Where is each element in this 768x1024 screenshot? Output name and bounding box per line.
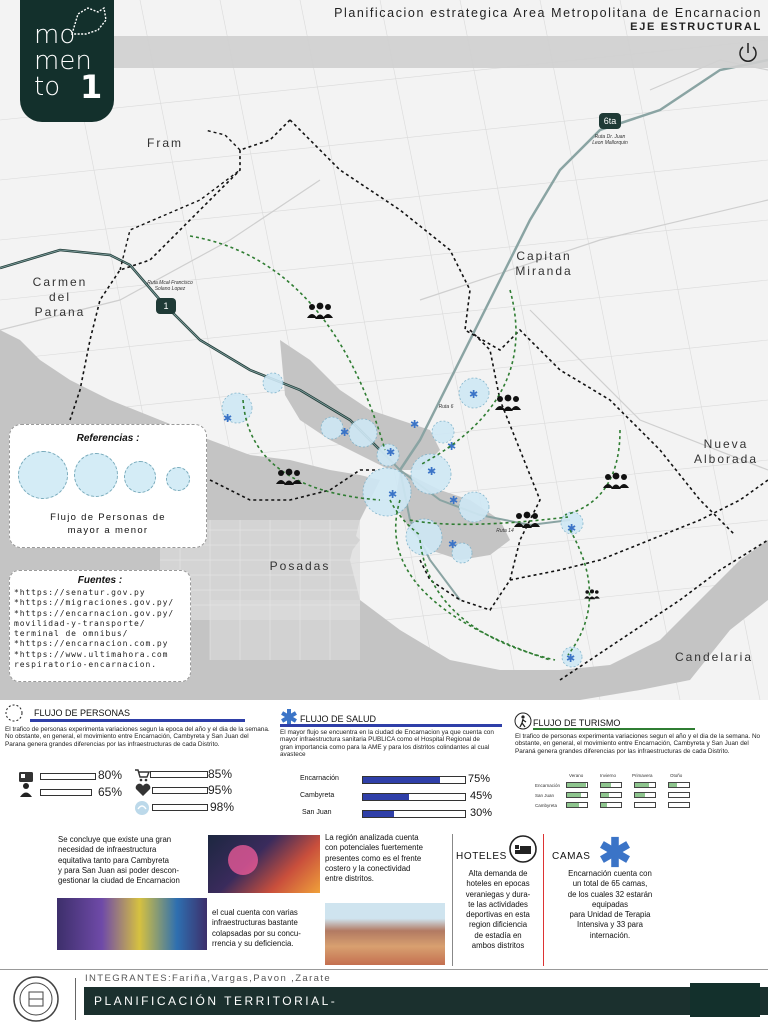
svg-text:✱: ✱ [449, 494, 459, 507]
place-line: Capitan [516, 249, 572, 263]
turismo-cell [668, 802, 690, 808]
conclusion-line: entre distritos. [325, 874, 374, 884]
place-line: del [48, 290, 71, 304]
source-link[interactable]: terminal de omnibus/ [14, 629, 129, 639]
source-link[interactable]: respiratorio-encarnacion. [14, 660, 157, 670]
conclusion-line: equitativa tanto para Cambyreta [58, 855, 169, 865]
turismo-cell [634, 782, 656, 788]
conclusion-3 [212, 908, 327, 949]
turismo-col: Verano [569, 773, 584, 778]
footer-rule [0, 969, 768, 970]
integrantes: INTEGRANTES:Fariña,Vargas,Pavon ,Zarate [85, 973, 332, 984]
place-fram: Fram [147, 136, 183, 150]
dashed-circle-icon [4, 703, 24, 723]
salud-row-label: San Juan [302, 809, 332, 816]
badge-line-3: to [34, 72, 61, 102]
region-outline-icon [68, 4, 108, 40]
turismo-cell [668, 782, 690, 788]
turismo-underline [533, 728, 695, 730]
camas-line: internación. [589, 930, 631, 940]
hoteles-text [452, 869, 544, 951]
svg-text:✱: ✱ [410, 418, 420, 431]
route-1-label [140, 280, 200, 292]
svg-text:✱: ✱ [447, 440, 457, 453]
hoteles-line: deportivas en esta [466, 910, 530, 920]
camas-line: Intensiva y 33 para [577, 920, 643, 930]
beach-icon [134, 800, 150, 816]
svg-text:✱: ✱ [566, 652, 576, 665]
salud-underline [280, 724, 502, 727]
hoteles-title: HOTELES [456, 851, 507, 862]
reference-circle-s [166, 467, 190, 491]
hoteles-line: te las actividades [468, 899, 528, 909]
turismo-row-label: Cambyreta [535, 803, 558, 808]
hiker-icon [514, 712, 532, 730]
personas-value-4: 95% [208, 783, 233, 797]
turismo-title: FLUJO DE TURISMO [533, 718, 621, 728]
camas-divider [543, 834, 544, 966]
turismo-cell-fill [635, 783, 649, 787]
turismo-cell [600, 802, 622, 808]
conclusion-line: gestionar la ciudad de Encarnacion [58, 876, 180, 886]
route-label-line: Leon Mallorquin [592, 140, 628, 146]
references-text-line: Flujo de Personas de [50, 512, 166, 523]
conclusion-line: rrencia y su deficiencia. [212, 938, 294, 948]
personas-bar-4 [152, 787, 208, 794]
place-line: Parana [34, 305, 86, 319]
place-line: Alborada [693, 452, 759, 466]
turismo-col: Otoño [670, 773, 683, 778]
hotel-bed-icon [508, 834, 538, 864]
sources-title: Fuentes : [77, 575, 123, 586]
references-text-line: mayor a menor [67, 525, 149, 536]
hoteles-line: ambos distritos [471, 941, 525, 951]
conclusion-line: con potenciales fuertemente [325, 843, 423, 853]
source-link[interactable]: *https://encarnacion.gov.py/ [14, 608, 175, 618]
personas-value-2: 65% [98, 785, 123, 799]
conclusion-1 [58, 835, 208, 886]
turismo-cell [566, 802, 588, 808]
svg-text:✱: ✱ [567, 522, 577, 535]
turismo-cell-fill [567, 793, 581, 797]
camas-line: equipadas [592, 899, 628, 909]
salud-row-label: Cambyreta [300, 792, 335, 799]
salud-value: 30% [470, 807, 493, 819]
place-line: Nueva [703, 437, 749, 451]
carnival-night-photo [208, 835, 320, 893]
footer-dark-block [690, 983, 760, 1017]
svg-text:✱: ✱ [388, 488, 398, 501]
route-6-small-label: Ruta 6 [438, 404, 454, 410]
camas-text [550, 869, 670, 941]
references-box [9, 424, 207, 548]
salud-bar-fill [363, 794, 409, 800]
sources-box [9, 570, 191, 682]
turismo-cell-fill [567, 803, 579, 807]
place-candelaria: Candelaria [674, 650, 754, 664]
conclusion-line: infraestructuras bastante [212, 918, 298, 928]
turismo-cell-fill [601, 793, 609, 797]
star-of-life-icon [598, 835, 632, 869]
turismo-cell-fill [567, 783, 586, 787]
source-link[interactable]: *https://encarnacion.com.py [14, 639, 169, 649]
route-label-line: Solano Lopez [154, 286, 186, 292]
course-bar [84, 987, 768, 1015]
route-6-badge: 6ta [599, 113, 621, 129]
svg-text:✱: ✱ [427, 465, 437, 478]
turismo-cell [634, 802, 656, 808]
course-title: PLANIFICACIÓN TERRITORIAL- [94, 994, 338, 1008]
conclusion-line: Se concluye que existe una gran [58, 835, 172, 844]
place-nueva-alborada [685, 437, 767, 467]
footer-divider [75, 978, 76, 1020]
conclusion-line: el cual cuenta con varias [212, 908, 298, 917]
source-link[interactable]: movilidad-y-transporte/ [14, 618, 146, 628]
svg-text:✱: ✱ [469, 388, 479, 401]
svg-text:✱: ✱ [340, 426, 350, 439]
university-seal-icon [12, 975, 60, 1023]
turismo-cell [668, 792, 690, 798]
place-line: Carmen [32, 275, 88, 289]
route-label-line: Ruta Mcal Francisco [147, 280, 193, 286]
salud-bar [362, 793, 466, 801]
personas-value-3: 85% [208, 767, 233, 781]
hoteles-line: Alta demanda de [468, 869, 528, 878]
heart-icon [134, 783, 152, 797]
personas-bar-3 [150, 771, 208, 778]
turismo-cell [566, 782, 588, 788]
salud-bar [362, 776, 466, 784]
salud-value: 45% [470, 790, 493, 802]
svg-text:✱: ✱ [386, 446, 396, 459]
reference-circle-l [74, 453, 118, 497]
personas-bar-5 [152, 804, 208, 811]
route-14-small-label: Ruta 14 [496, 528, 514, 534]
camas-line: de los cuales 32 estarán [567, 889, 653, 899]
power-icon[interactable] [736, 41, 760, 65]
personas-text: El trafico de personas experimenta variaciones segun la epoca del año y el dia de la semana. No obstante, en general, el movimiento entre Encarnación, Cambyreta y San Juan del Parana genera grandes diferencias por las infraestructuras de cada Distrito. [5, 726, 270, 748]
header-bar [110, 36, 768, 68]
salud-bar-fill [363, 777, 440, 783]
place-capitan-miranda [504, 249, 584, 279]
turismo-col: Invierno [600, 773, 617, 778]
salud-value: 75% [468, 773, 491, 785]
turismo-cell-fill [601, 803, 607, 807]
personas-bar-1 [40, 773, 96, 780]
salud-row-label: Encarnación [300, 775, 339, 782]
hoteles-line: region dificiencia [468, 920, 528, 930]
person-icon [18, 782, 34, 798]
badge-line-2: men [34, 46, 92, 76]
conclusion-line: necesidad de infraestructura [58, 845, 157, 855]
turismo-cell-fill [669, 783, 677, 787]
turismo-col: Primavera [632, 773, 653, 778]
personas-value-1: 80% [98, 768, 123, 782]
conclusion-2 [325, 833, 445, 884]
personas-bar-2 [40, 789, 92, 796]
personas-underline [30, 719, 245, 722]
route-label-line: Ruta Dr. Juan [594, 134, 626, 140]
salud-title: FLUJO DE SALUD [300, 714, 377, 724]
badge-line-1: mo [34, 20, 76, 50]
references-text [10, 511, 206, 537]
reference-circle-xl [18, 451, 68, 499]
hoteles-line: veraniegas y dura- [465, 889, 531, 899]
conclusion-line: presentes como es el frente [325, 853, 422, 863]
badge-line-4: 1 [80, 68, 103, 106]
personas-value-5: 98% [210, 800, 235, 814]
place-line: Miranda [515, 264, 573, 278]
salud-text: El mayor flujo se encuentra en la ciudad de Encarnacion ya que cuenta con mayor infraestructura sanitaria PUBLICA como el Hospital Regional de gran importancia como para la AME y para los distritos colindantes al cual avastece [280, 729, 494, 759]
salud-bar-fill [363, 811, 394, 817]
page-subtitle: EJE ESTRUCTURAL [630, 21, 762, 33]
camas-line: un total de 65 camas, [572, 879, 648, 889]
salud-bar [362, 810, 466, 818]
source-link[interactable]: *https://senatur.gov.py [14, 588, 146, 597]
hoteles-line: de estadía en [474, 930, 522, 940]
hoteles-line: hoteles en epocas [466, 879, 530, 889]
svg-text:✱: ✱ [223, 412, 233, 425]
source-link[interactable]: *https://www.ultimahora.com [14, 649, 169, 659]
turismo-row-label: San Juan [535, 793, 555, 798]
camas-line: para Unidad de Terapia [569, 910, 651, 920]
turismo-row-label: Encarnación [535, 783, 561, 788]
camas-line: Encarnación cuenta con [568, 869, 652, 878]
carnival-parade-photo [57, 898, 207, 950]
turismo-cell-fill [635, 793, 645, 797]
page-title: Planificacion estrategica Area Metropolitana de Encarnacion [334, 6, 762, 20]
source-link[interactable]: *https://migraciones.gov.py/ [14, 598, 175, 608]
route-6-label [580, 134, 640, 146]
personas-title: FLUJO DE PERSONAS [34, 708, 131, 718]
svg-text:✱: ✱ [448, 538, 458, 551]
turismo-cell [600, 782, 622, 788]
beach-crowd-photo [325, 903, 445, 965]
reference-circle-m [124, 461, 156, 493]
conclusion-line: y para San Juan asi poder descon- [58, 865, 179, 875]
route-1-badge: 1 [156, 298, 176, 314]
place-posadas: Posadas [269, 559, 331, 573]
cart-icon [134, 768, 150, 782]
references-title: Referencias : [76, 433, 140, 444]
camas-title: CAMAS [552, 851, 591, 862]
momento-badge [20, 0, 114, 122]
conclusion-line: colapsadas por su concu- [212, 928, 301, 938]
conclusion-line: costero y la conectividad [325, 863, 411, 873]
place-carmen-del-parana [22, 275, 98, 320]
conclusion-line: La región analizada cuenta [325, 833, 419, 842]
turismo-cell [566, 792, 588, 798]
turismo-text: El trafico de personas experimenta variaciones segun el año y el dia de la semana. No obstante, en general, el movimiento entre Encarnación, Cambyreta y San Juan del Paraná genera grandes diferencias por las infraestructuras de cada Distrito. [515, 733, 761, 755]
turismo-cell [600, 792, 622, 798]
turismo-cell-fill [601, 783, 611, 787]
turismo-cell [634, 792, 656, 798]
